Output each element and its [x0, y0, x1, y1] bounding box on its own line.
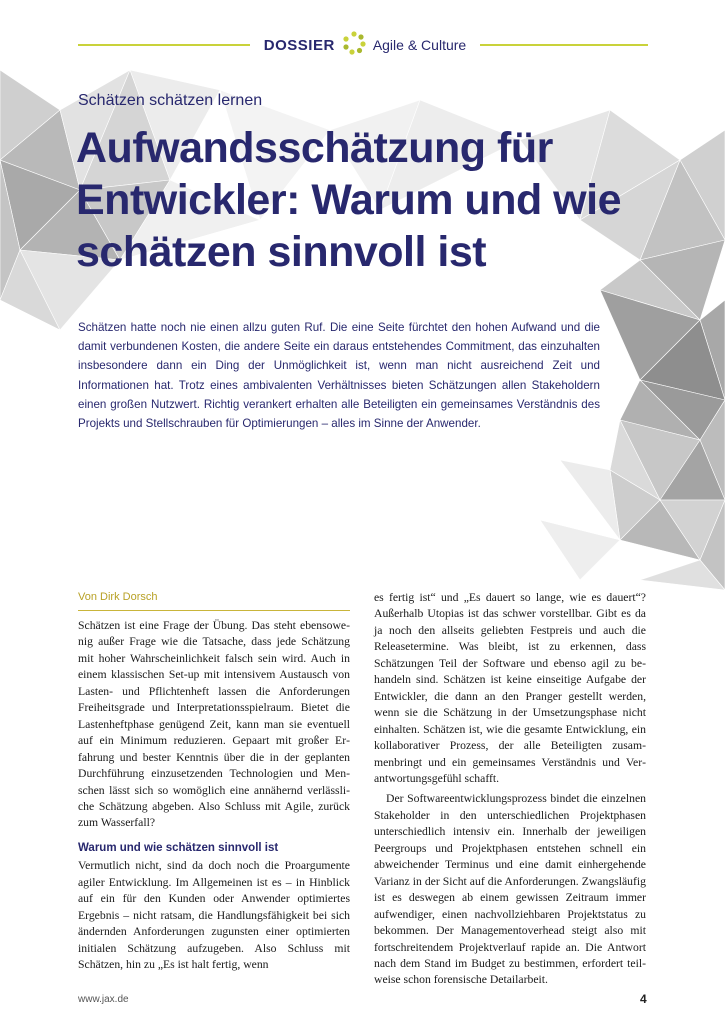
footer-url: www.jax.de [78, 994, 129, 1005]
byline-rule [78, 610, 350, 611]
body-paragraph: Der Softwareentwicklungsprozess bindet die einzelnen Stakeholder in den unterschiedlichen Projektphasen unterschiedlich intensiv ein. Innerhalb der jeweiligen Peergroups und Projektphasen entstehen schnell ein abweichender Terminus und eine damit einhergehende Varianz in der Sicht auf die Anforderungen. Zwangsläufig ist es deswegen ab einem gewissen Zeitraum immer aufwendiger, einen nachvollziehbaren Projektstatus zu bekommen. Der Managementoverhead steigt also mit fortschreitendem Projektverlauf rapide an. Die Antwort nach dem Stand im Budget zu bestimmen, erfordert teilweise schon forensische Detailarbeit. [374, 792, 646, 987]
header-rule-right [480, 44, 648, 46]
text-column-right [374, 590, 646, 989]
page-number: 4 [640, 992, 647, 1006]
body-paragraph: Vermutlich nicht, sind da doch noch die Proargumente agiler Entwicklung. Im Allgemeinen ist es – in Hinblick auf ein für den Kunden oder Anwender optimiertes Ergebnis – nicht ratsam, die Handlungsfähigkeit bei sich ändernden Anforderungen zugunsten einer optimierten initialen Schätzung aufzugeben. Also Schluss mit Schätzen, hin zu „Es ist halt fertig, wenn [78, 859, 350, 972]
dossier-header [252, 33, 478, 57]
article-kicker: Schätzen schätzen lernen [78, 92, 263, 109]
category-label: Agile & Culture [372, 37, 467, 53]
author-byline: Von Dirk Dorsch [78, 591, 158, 603]
article-title: Aufwandsschätzung für Entwickler: Warum und wie schätzen sinnvoll ist [76, 124, 621, 276]
article-intro: Schätzen hatte noch nie einen allzu guten Ruf. Die eine Seite fürchtet den hohen Aufwand und die damit verbundenen Kosten, die andere Seite ein daraus entstehendes Commitment, das einzuhalten insbesondere dann ein Ding der Unmöglichkeit ist, wenn man nicht ausreichend Zeit und Informationen hat. Trotz eines ambivalenten Verhältnisses bieten Schätzungen allen Stakeholdern einen großen Nutzwert. Richtig verankert erhalten alle Beteiligten ein gemeinsames Verständnis des Projekts und Stellschrauben für Optimierungen – alles im Sinne der Anwender. [78, 321, 600, 431]
section-subheading: Warum und wie schätzen sinnvoll ist [78, 841, 279, 854]
section-label: DOSSIER [263, 36, 335, 54]
header-rule-left [78, 44, 250, 46]
ring-of-dots-icon [341, 30, 367, 61]
body-paragraph: Schätzen ist eine Frage der Übung. Das steht ebensowenig außer Frage wie die Tatsache, dass jede Schätzung mit hoher Wahrscheinlichkeit falsch sein wird. Auch in einem klassischen Set-up mit intensivem Austausch von Lasten- und Pflichtenheft lassen die Anforderungen Freiheitsgrade und Interpretationsspielraum. Bietet die Lastenheftphase genügend Zeit, kann man sie eventuell auf ein Minimum reduzieren. Gepaart mit großer Erfahrung und bester Kenntnis über die in der geplanten Durchführung einzusetzenden Technologien und Menschen lässt sich so womöglich eine annähernd verlässliche Schätzung abgeben. Also Schluss mit Agile, zurück zum Wasserfall? [78, 619, 350, 830]
text-column-left [78, 590, 350, 974]
body-paragraph: es fertig ist“ und „Es dauert so lange, wie es dauert“? Außerhalb Utopias ist das schwer vorstellbar. Gibt es da ja noch den allseits geliebten Festpreis und auch die Releasetermine. Was bleibt, ist zu erkennen, dass Schätzungen Teil der Software und ebenso agil zu behandeln sind. Schätzen ist keine einseitige Aufgabe der Entwickler, die dann an den Pranger gestellt werden, wenn sie die Schätzung in der Umsetzungsphase nicht einhalten. Schätzen ist, wie die gesamte Entwicklung, ein kollaborativer Prozess, der alle Beteiligten zusammenbringt und ein gemeinsames Verständnis und Verantwortungsgefühl schafft. [374, 591, 646, 785]
